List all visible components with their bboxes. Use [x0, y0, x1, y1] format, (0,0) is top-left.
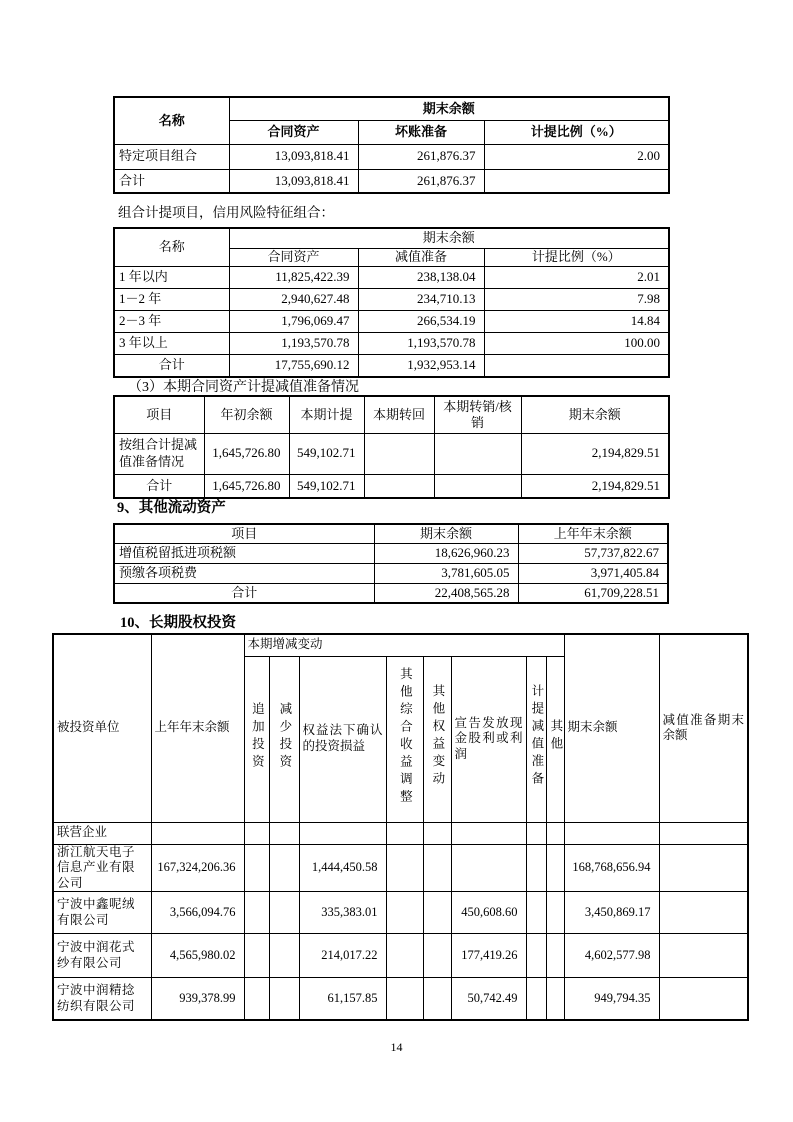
row-label: 合计 [114, 583, 374, 603]
cell: 3,566,094.76 [151, 892, 244, 934]
header-cell-impairment [526, 656, 546, 822]
cell [434, 474, 521, 498]
cell [386, 934, 423, 978]
table-row [114, 288, 669, 310]
table-row [114, 266, 669, 288]
cell [659, 892, 748, 934]
cell: 335,383.01 [299, 892, 386, 934]
cell: 18,626,960.23 [374, 543, 518, 563]
cell: 1,193,570.78 [358, 332, 484, 354]
cell: 14.84 [484, 310, 669, 332]
header-cell-name: 名称 [114, 97, 229, 144]
cell [526, 892, 546, 934]
cell: 1,645,726.80 [204, 474, 289, 498]
cell [546, 978, 564, 1020]
cell: 3,781,605.05 [374, 563, 518, 583]
cell: 2,194,829.51 [521, 474, 669, 498]
header-cell-oci [386, 656, 423, 822]
cell [659, 844, 748, 892]
header-cell-group: 期末余额 [229, 228, 669, 248]
table-row [53, 978, 748, 1020]
cell: 2,194,829.51 [521, 433, 669, 474]
cell [423, 978, 451, 1020]
header-cell-name: 名称 [114, 228, 229, 266]
other-current-assets-table [113, 523, 669, 604]
cell: 100.00 [484, 332, 669, 354]
cell: 7.98 [484, 288, 669, 310]
header-cell-other-equity [423, 656, 451, 822]
header-cell: 坏账准备 [358, 120, 484, 144]
cell: 949,794.35 [564, 978, 659, 1020]
cell [423, 934, 451, 978]
cell [386, 892, 423, 934]
cell [434, 433, 521, 474]
cell [364, 433, 434, 474]
table-row [53, 892, 748, 934]
cell [423, 844, 451, 892]
header-cell-other [546, 656, 564, 822]
header-cell-group: 期末余额 [229, 97, 669, 120]
cell [546, 892, 564, 934]
other-current-assets-title: 9、其他流动资产 [117, 500, 226, 516]
table-row [53, 844, 748, 892]
header-cell: 合同资产 [229, 120, 358, 144]
cell: 22,408,565.28 [374, 583, 518, 603]
row-label: 3 年以上 [114, 332, 229, 354]
provision-section-title: （3）本期合同资产计提减值准备情况 [128, 380, 359, 395]
row-label: 1－2 年 [114, 288, 229, 310]
cell [659, 822, 748, 844]
cell: 261,876.37 [358, 169, 484, 193]
cell [526, 844, 546, 892]
header-cell: 本期转回 [364, 396, 434, 433]
row-label: 合计 [114, 169, 229, 193]
vertical-label: 其他 [548, 719, 563, 755]
header-cell-investee: 被投资单位 [53, 634, 151, 822]
cell [659, 934, 748, 978]
table-row [114, 354, 669, 377]
cell: 238,138.04 [358, 266, 484, 288]
cell: 61,157.85 [299, 978, 386, 1020]
cell: 50,742.49 [451, 978, 526, 1020]
cell [451, 844, 526, 892]
header-cell-dividend: 宣告发放现金股利或利润 [451, 656, 526, 822]
row-label: 宁波中鑫呢绒有限公司 [53, 892, 151, 934]
cell: 4,565,980.02 [151, 934, 244, 978]
lt-investment-title: 10、长期股权投资 [120, 615, 236, 631]
cell [269, 844, 299, 892]
header-cell: 计提比例（%） [484, 248, 669, 266]
table-row [114, 144, 669, 169]
cell: 168,768,656.94 [564, 844, 659, 892]
cell: 266,534.19 [358, 310, 484, 332]
table-group-row [53, 822, 748, 844]
row-label: 1 年以内 [114, 266, 229, 288]
row-label: 特定项目组合 [114, 144, 229, 169]
cell [526, 978, 546, 1020]
cell: 1,796,069.47 [229, 310, 358, 332]
cell [423, 892, 451, 934]
cell: 1,193,570.78 [229, 332, 358, 354]
row-label: 宁波中润花式纱有限公司 [53, 934, 151, 978]
table-row [114, 169, 669, 193]
vertical-label: 减少投资 [277, 701, 292, 772]
header-cell-closing-balance: 期末余额 [564, 634, 659, 822]
header-cell-equity-method: 权益法下确认的投资损益 [299, 656, 386, 822]
row-label: 宁波中润精捻纺织有限公司 [53, 978, 151, 1020]
cell [244, 844, 269, 892]
header-cell-change-group: 本期增减变动 [244, 634, 564, 656]
cell: 261,876.37 [358, 144, 484, 169]
table-row [114, 310, 669, 332]
header-cell: 期末余额 [521, 396, 669, 433]
cell [364, 474, 434, 498]
cell: 1,932,953.14 [358, 354, 484, 377]
header-cell-prev-balance: 上年年末余额 [151, 634, 244, 822]
cell [269, 892, 299, 934]
vertical-label: 其他综合收益调整 [398, 666, 413, 807]
cell: 17,755,690.12 [229, 354, 358, 377]
table-row [114, 563, 668, 583]
header-cell: 期末余额 [374, 524, 518, 543]
row-label: 合计 [114, 474, 204, 498]
cell [564, 822, 659, 844]
cell: 57,737,822.67 [518, 543, 668, 563]
vertical-label: 追加投资 [250, 701, 265, 772]
header-cell: 项目 [114, 396, 204, 433]
cell [244, 978, 269, 1020]
cell [269, 978, 299, 1020]
header-cell: 年初余额 [204, 396, 289, 433]
cell: 3,450,869.17 [564, 892, 659, 934]
cell [269, 822, 299, 844]
header-cell: 项目 [114, 524, 374, 543]
group-row-label: 联营企业 [53, 822, 151, 844]
table-row [114, 433, 669, 474]
cell [484, 354, 669, 377]
header-cell: 合同资产 [229, 248, 358, 266]
row-label: 按组合计提减值准备情况 [114, 433, 204, 474]
page-number: 14 [390, 1040, 403, 1054]
cell [484, 169, 669, 193]
cell [386, 978, 423, 1020]
cell [299, 822, 386, 844]
cell: 939,378.99 [151, 978, 244, 1020]
row-label: 浙江航天电子信息产业有限公司 [53, 844, 151, 892]
header-cell-impairment-closing: 减值准备期末余额 [659, 634, 748, 822]
cell: 2.01 [484, 266, 669, 288]
cell: 549,102.71 [289, 474, 364, 498]
cell: 167,324,206.36 [151, 844, 244, 892]
header-cell-additional [244, 656, 269, 822]
cell: 1,444,450.58 [299, 844, 386, 892]
table-row [114, 543, 668, 563]
cell [244, 892, 269, 934]
cell: 3,971,405.84 [518, 563, 668, 583]
cell [151, 822, 244, 844]
bad-debt-table [113, 96, 670, 194]
cell: 1,645,726.80 [204, 433, 289, 474]
cell [244, 822, 269, 844]
cell [546, 844, 564, 892]
header-cell: 上年年末余额 [518, 524, 668, 543]
cell [526, 934, 546, 978]
vertical-label: 计提减值准备 [529, 684, 544, 790]
cell [244, 934, 269, 978]
header-cell: 减值准备 [358, 248, 484, 266]
cell: 61,709,228.51 [518, 583, 668, 603]
cell: 2,940,627.48 [229, 288, 358, 310]
portfolio-note: 组合计提项目，信用风险特征组合： [118, 205, 334, 220]
cell [269, 934, 299, 978]
vertical-label: 其他权益变动 [430, 684, 445, 790]
cell [546, 822, 564, 844]
cell: 13,093,818.41 [229, 169, 358, 193]
provision-table [113, 395, 670, 499]
cell [423, 822, 451, 844]
cell [386, 844, 423, 892]
row-label: 合计 [114, 354, 229, 377]
cell: 549,102.71 [289, 433, 364, 474]
header-cell: 本期计提 [289, 396, 364, 433]
row-label: 预缴各项税费 [114, 563, 374, 583]
table-row [114, 583, 668, 603]
cell: 11,825,422.39 [229, 266, 358, 288]
cell [386, 822, 423, 844]
cell [546, 934, 564, 978]
table-row [53, 934, 748, 978]
cell: 177,419.26 [451, 934, 526, 978]
table-row [114, 474, 669, 498]
credit-risk-table [113, 227, 670, 378]
cell: 234,710.13 [358, 288, 484, 310]
header-cell: 本期转销/核销 [434, 396, 521, 433]
cell: 4,602,577.98 [564, 934, 659, 978]
lt-investment-table [52, 633, 749, 1021]
header-cell: 计提比例（%） [484, 120, 669, 144]
cell: 450,608.60 [451, 892, 526, 934]
cell: 13,093,818.41 [229, 144, 358, 169]
table-row [114, 332, 669, 354]
cell: 2.00 [484, 144, 669, 169]
row-label: 增值税留抵进项税额 [114, 543, 374, 563]
cell [659, 978, 748, 1020]
row-label: 2－3 年 [114, 310, 229, 332]
header-cell-reduced [269, 656, 299, 822]
cell [451, 822, 526, 844]
cell [526, 822, 546, 844]
cell: 214,017.22 [299, 934, 386, 978]
